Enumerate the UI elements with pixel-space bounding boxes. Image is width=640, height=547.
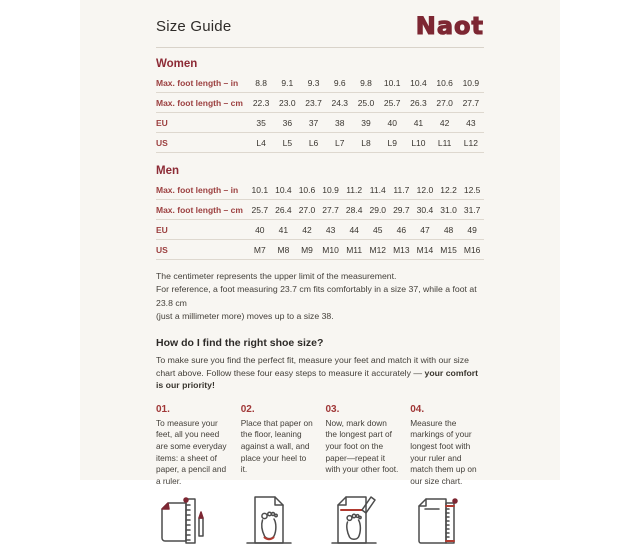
size-cell: 29.7 [393,204,410,215]
step-2 [241,404,315,488]
size-cell: 23.7 [305,97,322,108]
size-cell: 43 [466,117,476,128]
size-cell: 22.3 [252,97,270,108]
size-cell: L10 [411,137,426,148]
size-cell: 23.0 [279,97,296,108]
howto-body-bold-text: your comfort is our priority! [156,367,479,391]
size-cell: M16 [463,244,481,255]
size-row-label: Max. foot length – cm [156,97,243,108]
size-cell: M11 [346,244,363,255]
size-guide-panel [80,0,560,486]
size-cell: L7 [335,137,345,148]
size-cell: 25.7 [383,97,401,108]
steps-row [156,404,484,488]
paper-footprint-mark-pencil-icon [326,493,400,547]
step-number: 02. [240,403,255,415]
size-cell: 27.0 [436,97,453,108]
size-cell: L5 [282,137,293,148]
measurement-note [156,270,484,324]
size-cell: 31.0 [440,204,457,215]
size-cell: 12.0 [416,184,434,195]
size-cell: 30.4 [416,204,434,215]
size-cell: M15 [440,244,457,255]
page-title: Size Guide [156,17,232,35]
howto-body-text: To make sure you find the perfect fit, measure your feet and match it with our size chart above. Follow these four easy steps to measure it accurately — [156,354,469,378]
size-table-row [156,113,484,133]
step-4 [410,404,484,488]
size-cell: 28.4 [345,204,363,215]
size-cell: 10.1 [383,77,401,88]
size-cell: M7 [253,244,266,255]
step-number: 01. [156,403,170,415]
size-cell: 31.7 [463,204,481,215]
paper-ruler-markings-icon [410,493,484,547]
size-cell: 43 [325,224,336,235]
women-size-table [156,73,484,153]
size-cell: L9 [387,137,397,148]
size-row-label: US [156,244,168,255]
size-cell: 8.8 [255,77,268,88]
size-cell: 10.9 [462,77,480,88]
size-cell: 40 [255,224,265,235]
step-text: To measure your feet, all you need are some everyday items: a sheet of paper, a pencil and a ruler. [156,417,227,486]
size-cell: L8 [361,137,371,148]
paper-ruler-pencil-icon [156,493,230,547]
size-cell: 36 [282,117,293,128]
women-section-heading: Women [156,58,198,70]
size-cell: 12.5 [463,184,481,195]
size-cell: L4 [256,137,266,148]
step-1 [156,404,230,488]
size-cell: 10.9 [322,184,339,195]
size-cell: 9.6 [333,77,346,88]
size-table-row [156,73,484,93]
size-cell: 47 [420,224,430,235]
step-3 [326,404,400,488]
size-cell: M8 [277,244,290,255]
size-table-row [156,93,484,113]
size-cell: 27.7 [322,204,339,215]
header-divider [156,47,484,48]
men-size-table [156,180,484,260]
size-cell: 27.0 [298,204,316,215]
size-cell: L6 [308,137,319,148]
size-cell: 10.1 [251,184,269,195]
size-cell: 11.2 [346,184,363,195]
size-cell: 49 [467,224,477,235]
step-illustrations-row [156,493,484,547]
size-cell: M10 [322,244,339,255]
step-number: 04. [410,403,425,415]
size-cell: 41 [413,117,424,128]
howto-heading: How do I find the right shoe size? [156,336,324,349]
size-cell: 45 [373,224,383,235]
size-cell: L12 [463,137,478,148]
size-cell: M12 [369,244,387,255]
size-cell: M14 [416,244,434,255]
size-table-row [156,220,484,240]
size-cell: 10.4 [275,184,292,195]
size-table-row [156,200,484,220]
note-line: (just a millimeter more) moves up to a size 38. [156,311,334,322]
size-cell: 48 [443,224,454,235]
size-cell: 24.3 [331,97,349,108]
size-table-row [156,240,484,260]
size-cell: 44 [349,224,359,235]
size-cell: 11.4 [369,184,386,195]
men-section-heading: Men [156,165,179,177]
size-cell: 25.7 [251,204,269,215]
size-row-label: US [156,137,168,148]
size-row-label: EU [156,224,168,235]
size-cell: 12.2 [440,184,457,195]
size-cell: 10.6 [298,184,316,195]
size-cell: 9.1 [281,77,294,88]
size-cell: 10.4 [410,77,427,88]
size-cell: 42 [302,224,312,235]
howto-body [156,354,484,392]
size-table-row [156,180,484,200]
header [156,12,484,40]
size-cell: L11 [437,137,452,148]
naot-brand-logo: Naot [415,12,484,40]
size-cell: 9.3 [307,77,320,88]
size-cell: 10.6 [436,77,453,88]
size-cell: 26.3 [410,97,427,108]
step-text: Now, mark down the longest part of your foot on the paper—repeat it with your other foot. [325,417,399,475]
size-cell: 42 [439,117,450,128]
size-cell: M13 [393,244,410,255]
step-number: 03. [325,403,340,415]
note-line: The centimeter represents the upper limit of the measurement. [156,271,397,281]
size-cell: 39 [361,117,371,128]
size-cell: 25.0 [357,97,375,108]
size-cell: 29.0 [369,204,387,215]
size-row-label: Max. foot length – in [156,184,239,195]
size-cell: 37 [308,117,319,128]
size-cell: 26.4 [275,204,292,215]
size-row-label: EU [156,117,168,128]
size-cell: 41 [278,224,289,235]
size-table-row [156,133,484,153]
paper-footprint-heel-icon [241,493,315,547]
size-cell: 38 [335,117,345,128]
step-text: Measure the markings of your longest foot with your ruler and match them up on our size chart. [410,417,477,486]
size-cell: M9 [301,244,313,255]
size-cell: 35 [256,117,266,128]
size-row-label: Max. foot length – in [156,77,239,88]
step-text: Place that paper on the floor, leaning against a wall, and place your heel to it. [240,417,313,475]
size-cell: 27.7 [462,97,480,108]
size-cell: 11.7 [393,184,410,195]
size-cell: 46 [396,224,407,235]
note-line: For reference, a foot measuring 23.7 cm fits comfortably in a size 37, while a foot at 23.8 cm [156,284,477,308]
size-cell: 9.8 [360,77,372,88]
size-row-label: Max. foot length – cm [156,204,243,215]
size-cell: 40 [387,117,397,128]
